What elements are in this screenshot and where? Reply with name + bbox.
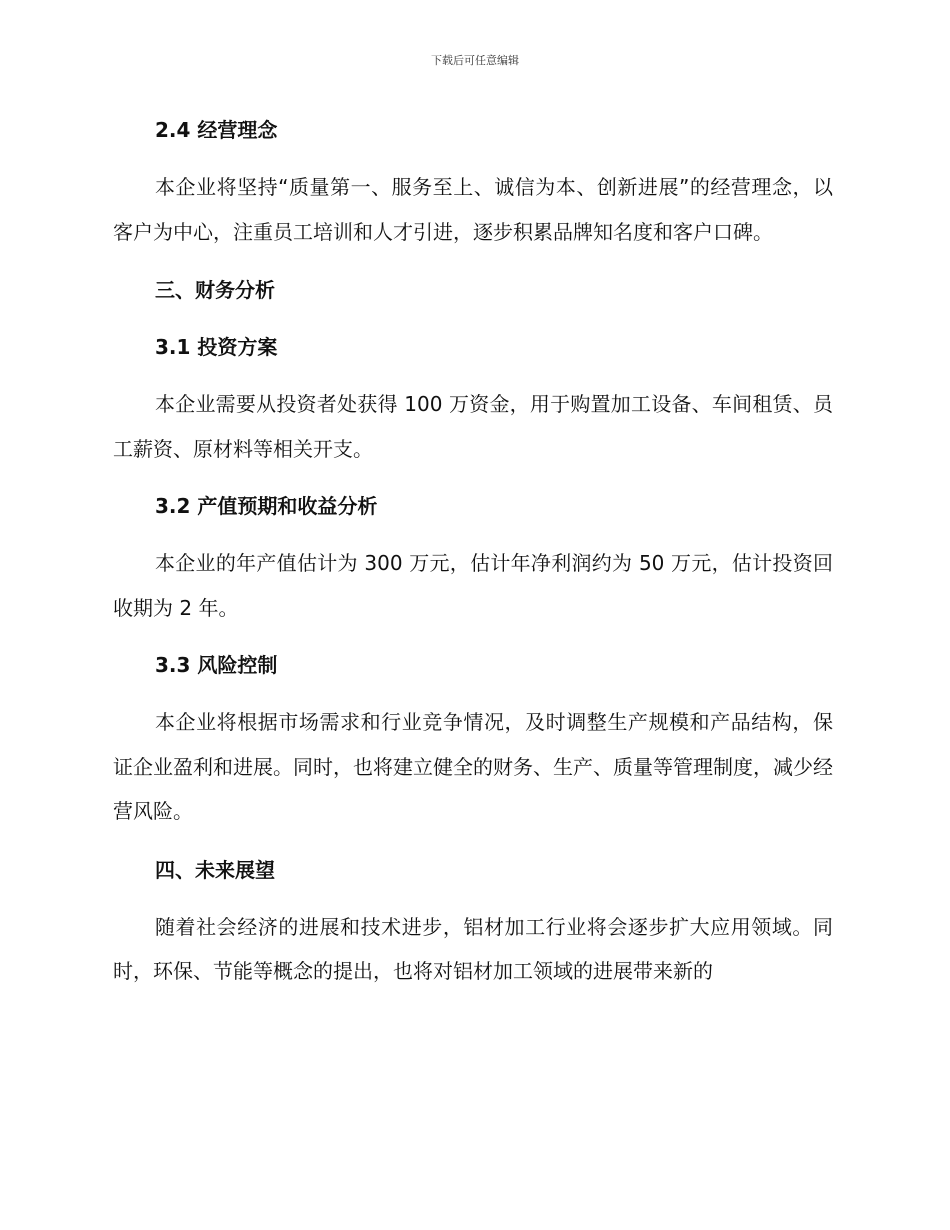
paragraph-3-2: 本企业的年产值估计为 300 万元，估计年净利润约为 50 万元，估计投资回收期为 2 年。: [113, 551, 833, 620]
heading-2-4: 2.4 经营理念: [155, 118, 278, 142]
paragraph-2-4: 本企业将坚持“质量第一、服务至上、诚信为本、创新进展”的经营理念，以客户为中心，注重员工培训和人才引进，逐步积累品牌知名度和客户口碑。: [113, 175, 833, 244]
paragraph-4: 随着社会经济的进展和技术进步，铝材加工行业将会逐步扩大应用领域。同时，环保、节能等概念的提出，也将对铝材加工领域的进展带来新的: [113, 914, 833, 983]
header-note: 下载后可任意编辑: [431, 54, 519, 67]
heading-3-2: 3.2 产值预期和收益分析: [155, 494, 378, 518]
heading-3-3: 3.3 风险控制: [155, 653, 278, 677]
heading-3-1: 3.1 投资方案: [155, 335, 278, 359]
heading-4: 四、未来展望: [155, 857, 275, 882]
paragraph-3-1: 本企业需要从投资者处获得 100 万资金，用于购置加工设备、车间租赁、员工薪资、原材料等相关开支。: [113, 392, 833, 461]
document-body: [113, 108, 833, 994]
heading-3: 三、财务分析: [155, 278, 275, 302]
paragraph-3-3: 本企业将根据市场需求和行业竞争情况，及时调整生产规模和产品结构，保证企业盈利和进展。同时，也将建立健全的财务、生产、质量等管理制度，减少经营风险。: [113, 710, 833, 823]
